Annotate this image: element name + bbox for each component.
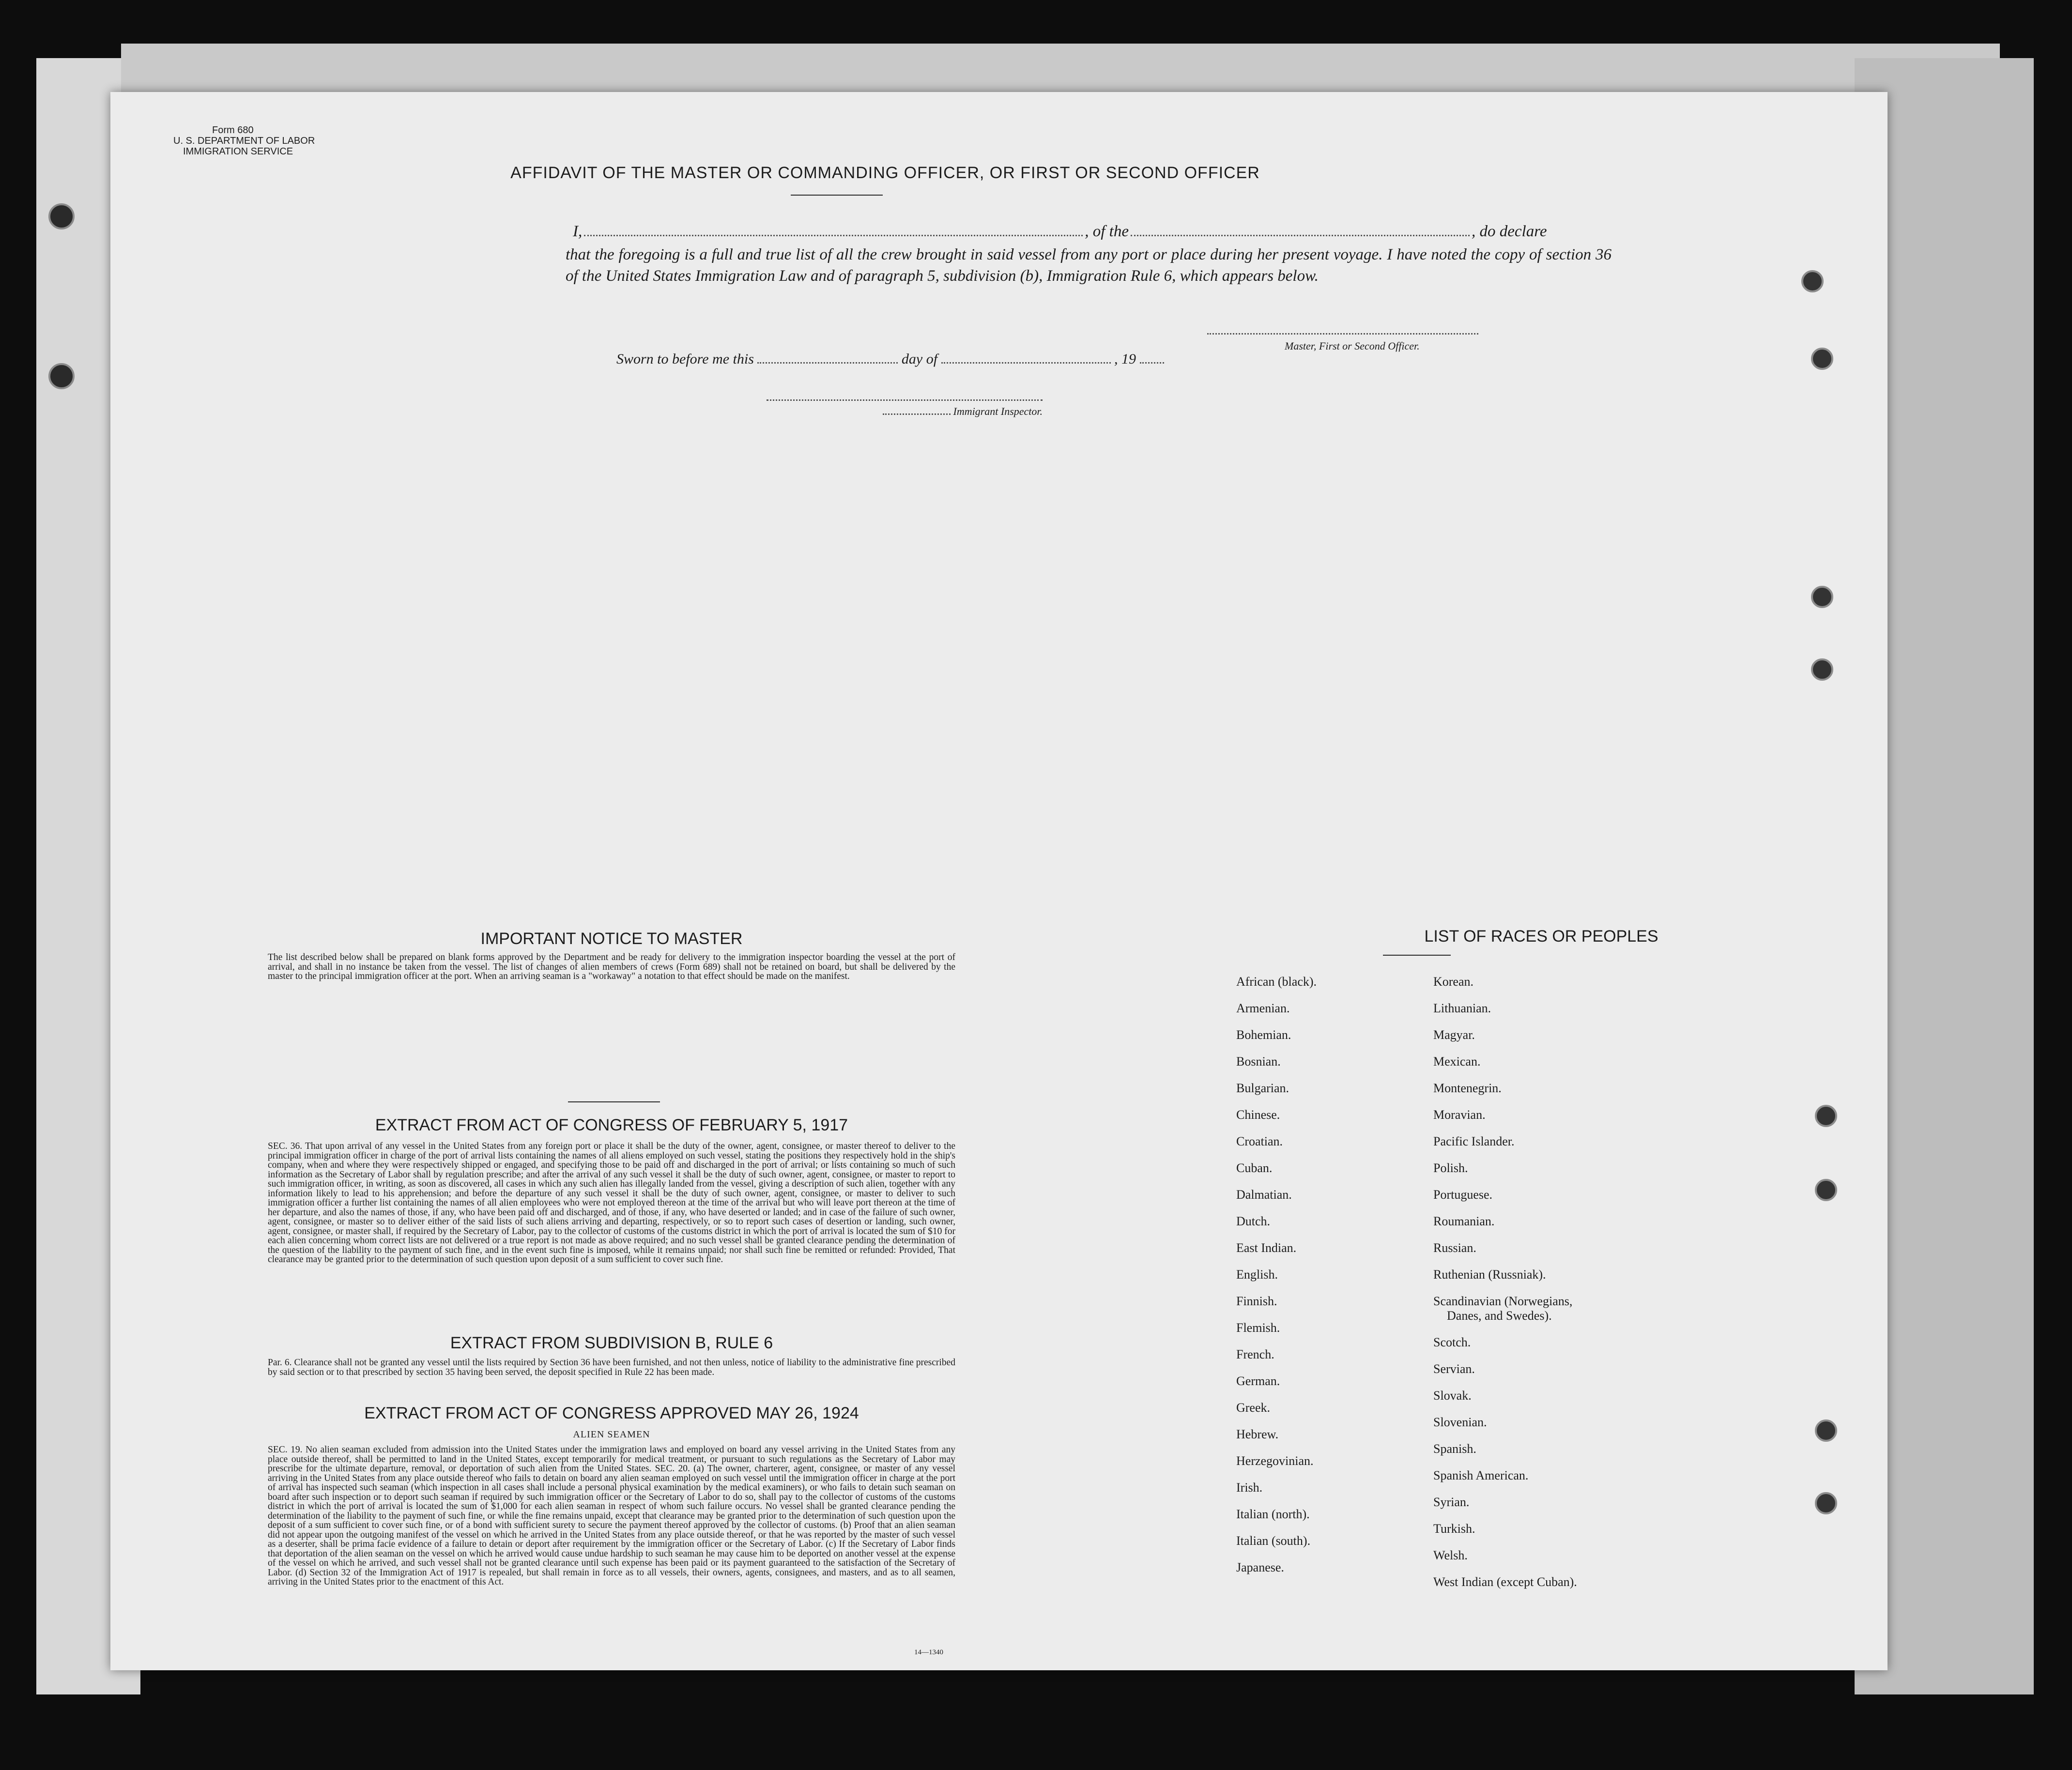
act-1924-subtitle: ALIEN SEAMEN (573, 1429, 650, 1440)
race-item: Spanish. (1433, 1442, 1476, 1456)
race-item: Italian (north). (1236, 1507, 1310, 1521)
race-item: Japanese. (1236, 1560, 1284, 1574)
race-item: Mexican. (1433, 1054, 1481, 1068)
race-item: Roumanian. (1433, 1214, 1495, 1228)
race-item: Slovenian. (1433, 1415, 1487, 1429)
race-item: German. (1236, 1374, 1280, 1388)
master-signature-field[interactable] (1207, 323, 1478, 335)
act-1924-title: EXTRACT FROM ACT OF CONGRESS APPROVED MAY 26, 1924 (364, 1404, 859, 1422)
race-item: Bosnian. (1236, 1054, 1281, 1068)
race-item: Danes, and Swedes). (1447, 1309, 1552, 1323)
act-1924-text: SEC. 19. No alien seaman excluded from admission into the United States under the immigration laws and employed on board any vessel arriving in the United States from any place outside thereof, shall be permitted to land in the United States, except temporarily for medical treatment, or pursuant to such regulations as the Secretary of Labor may prescribe for the ultimate departure, removal, or deportation of such alien from the United States. SEC. 20. (a) The owner, charterer, agent, consignee, or master of any vessel arriving in the United States from any place outside thereof who fails to detain on board any alien seaman employed on such vessel until the immigration officer in charge at the port of arrival has inspected such seaman (which inspection in all cases shall include a personal physical examination by the medical examiners), or who fails to detain such seaman on board after such inspection or to deport such seaman if required by such immigration officer or the Secretary of Labor to do so, shall pay to the collector of customs of the customs district in which the port of arrival is located the sum of $1,000 for each alien seaman in respect of whom such failure occurs. No vessel shall be granted clearance pending the determination of the liability to the payment of such fine, or while the fine remains unpaid, except that clearance may be granted prior to the determination of such question upon the deposit of a sum sufficient to cover such fine, or of a bond with sufficient surety to secure the payment thereof approved by the collector of customs. (b) Proof that an alien seaman did not appear upon the outgoing manifest of the vessel on which he arrived in the United States from any place outside thereof, or that he was reported by the master of such vessel as a deserter, shall be prima facie evidence of a failure to detain or deport after requirement by the immigration officer or the Secretary of Labor. (c) If the Secretary of Labor finds that deportation of the alien seaman on the vessel on which he arrived would cause undue hardship to such seaman he may cause him to be deported on another vessel at the expense of the vessel on which he arrived, and such vessel shall not be granted clearance until such expense has been paid or its payment guaranteed to the satisfaction of the Secretary of Labor. (d) Section 32 of the Immigration Act of 1917 is repealed, but shall remain in force as to all vessels, their owners, agents, consignees, and masters, and as to all seamen, arriving in the United States prior to the enactment of this Act. (268, 1445, 955, 1587)
race-item: Bulgarian. (1236, 1081, 1289, 1095)
race-item: Russian. (1433, 1241, 1476, 1255)
race-item: Italian (south). (1236, 1534, 1311, 1548)
form-number: Form 680 (212, 125, 254, 136)
race-item: Armenian. (1236, 1001, 1290, 1015)
race-item: Scandinavian (Norwegians, (1433, 1294, 1573, 1308)
race-item: Flemish. (1236, 1321, 1280, 1335)
document-page (110, 92, 1888, 1670)
department-name: U. S. DEPARTMENT OF LABOR (173, 136, 315, 146)
binder-hole-icon (1815, 1105, 1837, 1127)
sworn-month-field[interactable] (941, 352, 1111, 364)
sworn-year-field[interactable] (1140, 352, 1164, 364)
race-item: Pacific Islander. (1433, 1134, 1515, 1148)
binder-hole-icon (1811, 658, 1833, 681)
day-of-label: day of (901, 351, 938, 367)
affidavit-title: AFFIDAVIT OF THE MASTER OR COMMANDING OFFICER, OR FIRST OR SECOND OFFICER (510, 164, 1260, 182)
race-item: Spanish American. (1433, 1468, 1529, 1482)
race-item: Bohemian. (1236, 1028, 1291, 1042)
race-item: Croatian. (1236, 1134, 1283, 1148)
of-the-label: , of the (1085, 223, 1129, 240)
title-rule (791, 195, 883, 196)
inspector-line (767, 405, 1043, 418)
binder-hole-icon (48, 363, 75, 389)
race-item: Portuguese. (1433, 1188, 1493, 1202)
binder-hole-icon (1815, 1492, 1837, 1514)
race-item: Montenegrin. (1433, 1081, 1502, 1095)
year-label: , 19 (1114, 351, 1136, 367)
race-item: Cuban. (1236, 1161, 1273, 1175)
race-item: Dalmatian. (1236, 1188, 1292, 1202)
act-1917-text: SEC. 36. That upon arrival of any vessel in the United States from any foreign port or place it shall be the duty of the owner, agent, consignee, or master thereof to deliver to the principal immigration officer in charge of the port of arrival lists containing the names of all aliens employed on such vessel, stating the positions they respectively hold in the ship's company, when and where they were respectively shipped or engaged, and specifying those to be paid off and discharged in the port of arrival; or lists containing so much of such information as the Secretary of Labor shall by regulation prescribe; and after the arrival of any such vessel it shall be the duty of such owner, agent, consignee, or master to report to such immigration officer, in writing, as soon as discovered, all cases in which any such alien has illegally landed from the vessel, giving a description of such alien, together with any information likely to lead to his apprehension; and before the departure of any such vessel it shall be the duty of such owner, agent, consignee, or master to deliver to such immigration officer a further list containing the names of all alien employees who were not employed thereon at the time of the arrival but who will leave port thereon at the time of her departure, and also the names of those, if any, who have been paid off and discharged, and of those, if any, who have deserted or landed; and in case of the failure of such owner, agent, consignee, or master so to deliver either of the said lists of such aliens arriving and departing, respectively, or so to report such cases of desertion or landing, such owner, agent, consignee, or master shall, if required by the Secretary of Labor, pay to the collector of customs of the customs district in which the port of arrival is located the sum of $10 for each alien concerning whom correct lists are not delivered or a true report is not made as above required; and no such vessel shall be granted clearance pending the determination of the question of the liability to the payment of such fine, and in the event such fine is imposed, while it remains unpaid; nor shall such fine be remitted or refunded: Provided, That clearance may be granted prior to the determination of such question upon deposit of a sum sufficient to cover such fine. (268, 1141, 955, 1265)
binder-hole-icon (1815, 1419, 1837, 1442)
race-item: French. (1236, 1347, 1274, 1361)
race-item: Magyar. (1433, 1028, 1475, 1042)
race-item: English. (1236, 1267, 1278, 1282)
affidavit-declaration-line (573, 223, 1609, 241)
race-item: East Indian. (1236, 1241, 1297, 1255)
rule6-title: EXTRACT FROM SUBDIVISION B, RULE 6 (450, 1334, 773, 1352)
race-item: Moravian. (1433, 1108, 1486, 1122)
race-item: Finnish. (1236, 1294, 1277, 1308)
race-item: Slovak. (1433, 1389, 1472, 1403)
races-rule (1383, 955, 1451, 956)
race-item: Syrian. (1433, 1495, 1470, 1509)
race-item: Ruthenian (Russniak). (1433, 1267, 1546, 1282)
race-item: Scotch. (1433, 1335, 1471, 1349)
race-item: Lithuanian. (1433, 1001, 1491, 1015)
race-item: Hebrew. (1236, 1427, 1279, 1441)
service-name: IMMIGRATION SERVICE (183, 146, 293, 157)
race-item: Turkish. (1433, 1522, 1475, 1536)
inspector-signature-block (767, 390, 1043, 418)
declarant-name-field[interactable] (584, 225, 1083, 236)
affidavit-body: that the foregoing is a full and true list of all the crew brought in said vessel from any port or place during her present voyage. I have noted the copy of section 36 of the United States Immigration Law and of paragraph 5, subdivision (b), Immigration Rule 6, which appears below. (566, 246, 1612, 285)
inspector-signature-field[interactable] (767, 390, 1043, 401)
races-right-column (1433, 968, 1577, 1595)
race-item: Irish. (1236, 1480, 1263, 1495)
form-identifier (173, 125, 315, 157)
sworn-line (616, 351, 1164, 367)
binder-hole-icon (1801, 270, 1824, 292)
rule6-text: Par. 6. Clearance shall not be granted any vessel until the lists required by Section 36 have been furnished, and not then unless, notice of liability to the administrative fine prescribed by said section or to that prescribed by section 35 having been served, the deposit specified in Rule 22 has been made. (268, 1358, 955, 1377)
notice-text: The list described below shall be prepared on blank forms approved by the Department and be ready for delivery to the immigration inspector boarding the vessel at the port of arrival, and shall in no instance be taken from the vessel. The list of changes of alien members of crews (Form 689) shall not be retained on board, but shall be delivered by the master to the principal immigration officer at the port. When an arriving seaman is a "workaway" a notation to that effect should be made on the manifest. (268, 952, 955, 981)
races-left-column (1236, 968, 1317, 1581)
declarant-prefix: I, (573, 223, 583, 240)
vessel-name-field[interactable] (1131, 225, 1470, 236)
race-item: Korean. (1433, 975, 1474, 989)
race-item: Chinese. (1236, 1108, 1280, 1122)
binder-hole-icon (1811, 586, 1833, 608)
race-item: Dutch. (1236, 1214, 1271, 1228)
inspector-dots (883, 409, 951, 415)
binder-hole-icon (48, 203, 75, 229)
races-title: LIST OF RACES OR PEOPLES (1424, 927, 1658, 946)
inspector-label: Immigrant Inspector. (953, 405, 1043, 417)
binder-hole-icon (1815, 1179, 1837, 1201)
race-item: African (black). (1236, 975, 1317, 989)
race-item: Herzegovinian. (1236, 1454, 1314, 1468)
race-item: Welsh. (1433, 1548, 1468, 1562)
act-1917-title: EXTRACT FROM ACT OF CONGRESS OF FEBRUARY 5, 1917 (375, 1116, 848, 1134)
race-item: West Indian (except Cuban). (1433, 1575, 1577, 1589)
race-item: Greek. (1236, 1401, 1271, 1415)
sworn-label: Sworn to before me this (616, 351, 754, 367)
print-code: 14—1340 (914, 1648, 943, 1656)
master-signature-block (1188, 323, 1478, 352)
race-item: Polish. (1433, 1161, 1468, 1175)
notice-rule (568, 1101, 660, 1102)
race-item: Servian. (1433, 1362, 1475, 1376)
sworn-day-field[interactable] (757, 352, 898, 364)
notice-title: IMPORTANT NOTICE TO MASTER (480, 930, 743, 948)
master-signature-label: Master, First or Second Officer. (1285, 340, 1420, 352)
binder-hole-icon (1811, 348, 1833, 370)
do-declare-label: , do declare (1471, 223, 1547, 240)
